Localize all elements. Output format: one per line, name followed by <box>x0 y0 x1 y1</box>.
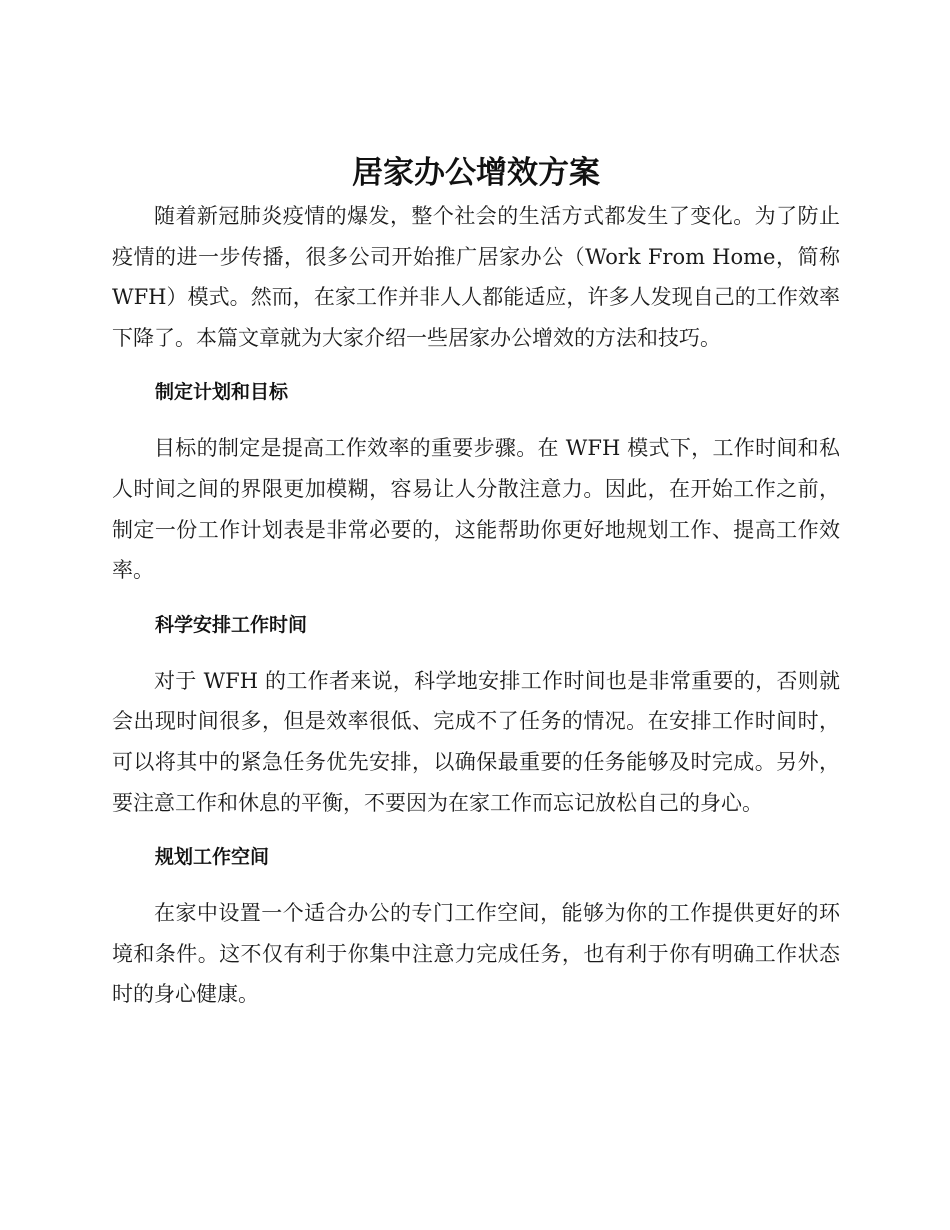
section-body-schedule: 对于 WFH 的工作者来说，科学地安排工作时间也是非常重要的，否则就会出现时间很多，但是效率很低、完成不了任务的情况。在安排工作时间时，可以将其中的紧急任务优先安排，以确保最重要的任务能够及时完成。另外，要注意工作和休息的平衡，不要因为在家工作而忘记放松自己的身心。 <box>112 668 840 815</box>
section-body-workspace: 在家中设置一个适合办公的专门工作空间，能够为你的工作提供更好的环境和条件。这不仅有利于你集中注意力完成任务，也有利于你有明确工作状态时的身心健康。 <box>112 901 840 1007</box>
document-content <box>112 150 840 1015</box>
section-body-plan: 目标的制定是提高工作效率的重要步骤。在 WFH 模式下，工作时间和私人时间之间的界限更加模糊，容易让人分散注意力。因此，在开始工作之前，制定一份工作计划表是非常必要的，这能帮助你更好地规划工作、提高工作效率。 <box>112 436 840 583</box>
document-title: 居家办公增效方案 <box>352 155 600 191</box>
section-heading-plan: 制定计划和目标 <box>155 381 289 404</box>
section-heading-schedule: 科学安排工作时间 <box>155 613 308 636</box>
intro-paragraph: 随着新冠肺炎疫情的爆发，整个社会的生活方式都发生了变化。为了防止疫情的进一步传播，很多公司开始推广居家办公（Work From Home，简称WFH）模式。然而，在家工作并非人人都能适应，许多人发现自己的工作效率下降了。本篇文章就为大家介绍一些居家办公增效的方法和技巧。 <box>112 204 840 350</box>
section-heading-workspace: 规划工作空间 <box>155 846 270 869</box>
